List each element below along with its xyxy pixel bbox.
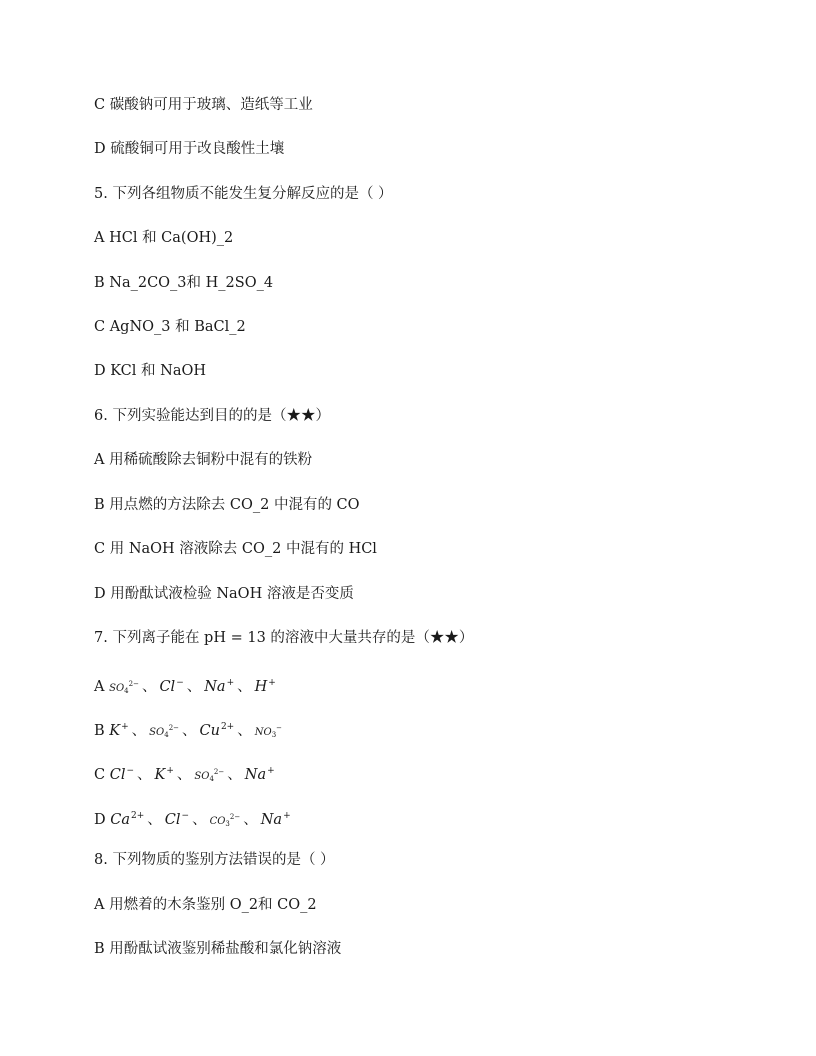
q6-option-b: B 用点燃的方法除去 CO_2 中混有的 CO [94,497,360,513]
option-d-copper-sulfate: D 硫酸铜可用于改良酸性土壤 [94,141,285,157]
q8-option-b: B 用酚酞试液鉴别稀盐酸和氯化钠溶液 [94,941,342,957]
potassium-ion: K+ [154,766,174,783]
q7-option-b: B K+ 、 $SO_4^{2-}$ 、 $Cu^{2+}$ 、 $NO_3^-$ [94,722,283,739]
question-6: 6. 下列实验能达到目的的是（★★） [94,408,330,424]
copper-ion: $Cu^{2+}$ [199,722,235,739]
q8-option-a: A 用燃着的木条鉴别 O_2和 CO_2 [94,897,317,913]
q5-option-a: A HCl 和 Ca(OH)_2 [94,230,234,246]
q5-option-b: B Na_2CO_3和 H_2SO_4 [94,275,274,291]
q5-option-c: C AgNO_3 和 BaCl_2 [94,319,246,335]
chloride-ion: Cl− [109,766,134,783]
q7-option-c: C Cl− 、 K+ 、 $SO_4^{2-}$ 、 Na+ [94,766,275,783]
sulfate-ion: $SO_4^{2-}$ [194,768,225,783]
question-8: 8. 下列物质的鉴别方法错误的是（ ） [94,852,335,868]
option-label: C [94,767,106,783]
question-7: 7. 下列离子能在 pH = 13 的溶液中大量共存的是（★★） [94,630,474,646]
option-label: A [94,679,105,695]
option-label: B [94,723,105,739]
q5-option-d: D KCl 和 NaOH [94,363,206,379]
nitrate-ion: $NO_3^-$ [254,724,283,739]
sodium-ion: Na+ [204,678,235,695]
q6-option-c: C 用 NaOH 溶液除去 CO_2 中混有的 HCl [94,541,377,557]
hydrogen-ion: H+ [254,678,276,695]
sodium-ion: Na+ [244,766,275,783]
chloride-ion: Cl− [164,811,190,828]
sulfate-ion: $SO_4^{2-}$ [109,680,139,695]
sulfate-ion: $SO_4^{2-}$ [149,724,180,739]
sodium-ion: Na+ [260,811,291,828]
option-label: D [94,812,106,828]
calcium-ion: $Ca^{2+}$ [110,811,145,828]
q7-option-d: D $Ca^{2+}$ 、 Cl− 、 $CO_3^{2-}$ 、 Na+ [94,811,291,828]
q6-option-a: A 用稀硫酸除去铜粉中混有的铁粉 [94,452,313,468]
carbonate-ion: $CO_3^{2-}$ [209,813,241,828]
q6-option-d: D 用酚酞试液检验 NaOH 溶液是否变质 [94,586,354,602]
chloride-ion: Cl− [159,678,184,695]
potassium-ion: K+ [109,722,129,739]
q7-option-a: A $SO_4^{2-}$ 、 Cl− 、 Na+ 、 H+ [94,678,276,695]
option-c-sodium-carbonate: C 碳酸钠可用于玻璃、造纸等工业 [94,97,313,113]
question-5: 5. 下列各组物质不能发生复分解反应的是（ ） [94,186,393,202]
